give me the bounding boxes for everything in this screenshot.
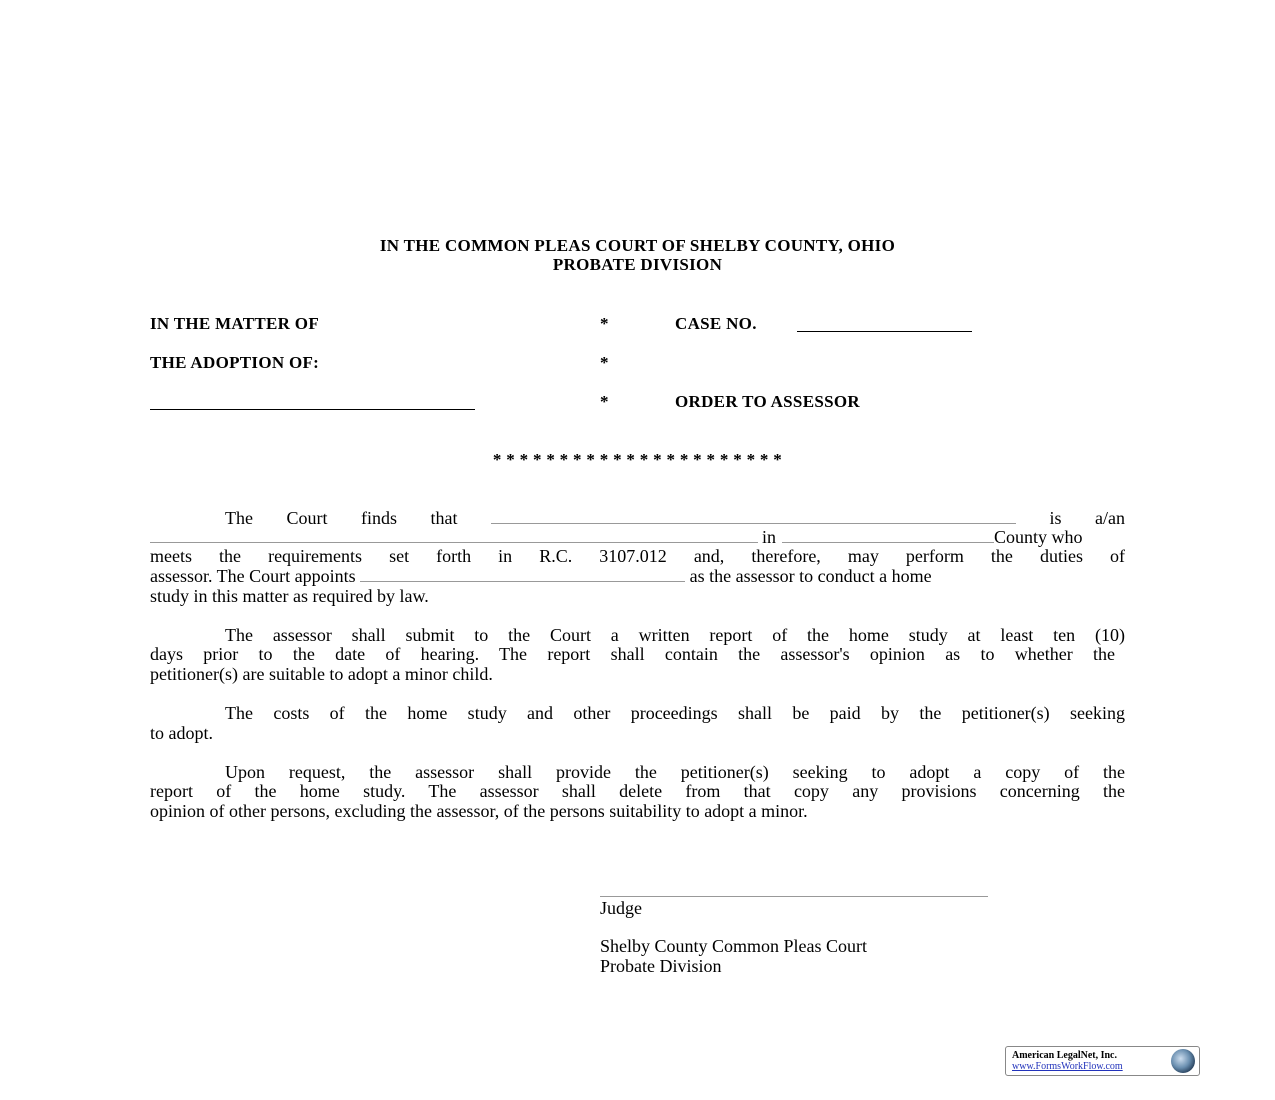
p1-line4 <box>150 567 932 587</box>
p3-line1: The costs of the home study and other proceedings shall be paid by the petitioner(s) seeking <box>225 703 1125 723</box>
caption-star: * <box>600 314 609 333</box>
judge-label: Judge <box>600 898 642 918</box>
signature-line <box>600 896 988 897</box>
case-no-blank <box>797 331 972 332</box>
text: County who <box>994 527 1083 547</box>
globe-icon <box>1171 1049 1195 1073</box>
divider-stars: * * * * * * * * * * * * * * * * * * * * * * <box>492 450 783 469</box>
text: is <box>1049 508 1062 528</box>
p2-line3: petitioner(s) are suitable to adopt a minor child. <box>150 664 493 684</box>
americanlegalnet-logo[interactable] <box>1005 1046 1200 1076</box>
order-title: ORDER TO ASSESSOR <box>675 392 860 411</box>
text: The <box>225 508 253 528</box>
p4-line3: opinion of other persons, excluding the assessor, of the persons suitability to adopt a minor. <box>150 801 808 821</box>
division-title: PROBATE DIVISION <box>552 255 723 274</box>
person-blank <box>491 509 1016 524</box>
text: that <box>430 508 458 528</box>
matter-label: IN THE MATTER OF <box>150 314 319 333</box>
company-name: American LegalNet, Inc. <box>1012 1050 1117 1061</box>
text: Court <box>286 508 328 528</box>
website-link[interactable]: www.FormsWorkFlow.com <box>1012 1061 1123 1072</box>
profession-blank <box>150 528 758 543</box>
caption-star: * <box>600 353 609 372</box>
county-blank <box>782 528 994 543</box>
p1-line1 <box>225 509 1125 529</box>
adoptee-name-blank <box>150 409 475 410</box>
caption-star: * <box>600 392 609 411</box>
p2-line1: The assessor shall submit to the Court a written report of the home study at least ten (10) <box>225 625 1125 645</box>
p1-line2 <box>150 528 1125 548</box>
court-title: IN THE COMMON PLEAS COURT OF SHELBY COUNTY, OHIO <box>379 236 896 255</box>
p1-line3: meets the requirements set forth in R.C. 3107.012 and, therefore, may perform the duties of <box>150 546 1125 566</box>
court-name: Shelby County Common Pleas Court <box>600 936 868 956</box>
case-no-label: CASE NO. <box>675 314 757 333</box>
division-name: Probate Division <box>600 956 722 976</box>
adoption-label: THE ADOPTION OF: <box>150 353 320 372</box>
p4-line1: Upon request, the assessor shall provide the petitioner(s) seeking to adopt a copy of the <box>225 762 1125 782</box>
p4-line2: report of the home study. The assessor shall delete from that copy any provisions concerning the <box>150 781 1125 801</box>
p2-line2: days prior to the date of hearing. The report shall contain the assessor's opinion as to whether the <box>150 644 1115 664</box>
text: in <box>762 527 777 547</box>
text: finds <box>361 508 397 528</box>
text: assessor. The Court appoints <box>150 566 356 586</box>
p1-line5: study in this matter as required by law. <box>150 586 429 606</box>
text: a/an <box>1095 508 1125 528</box>
p3-line2: to adopt. <box>150 723 213 743</box>
assessor-blank <box>360 567 685 582</box>
text: as the assessor to conduct a home <box>689 566 932 586</box>
